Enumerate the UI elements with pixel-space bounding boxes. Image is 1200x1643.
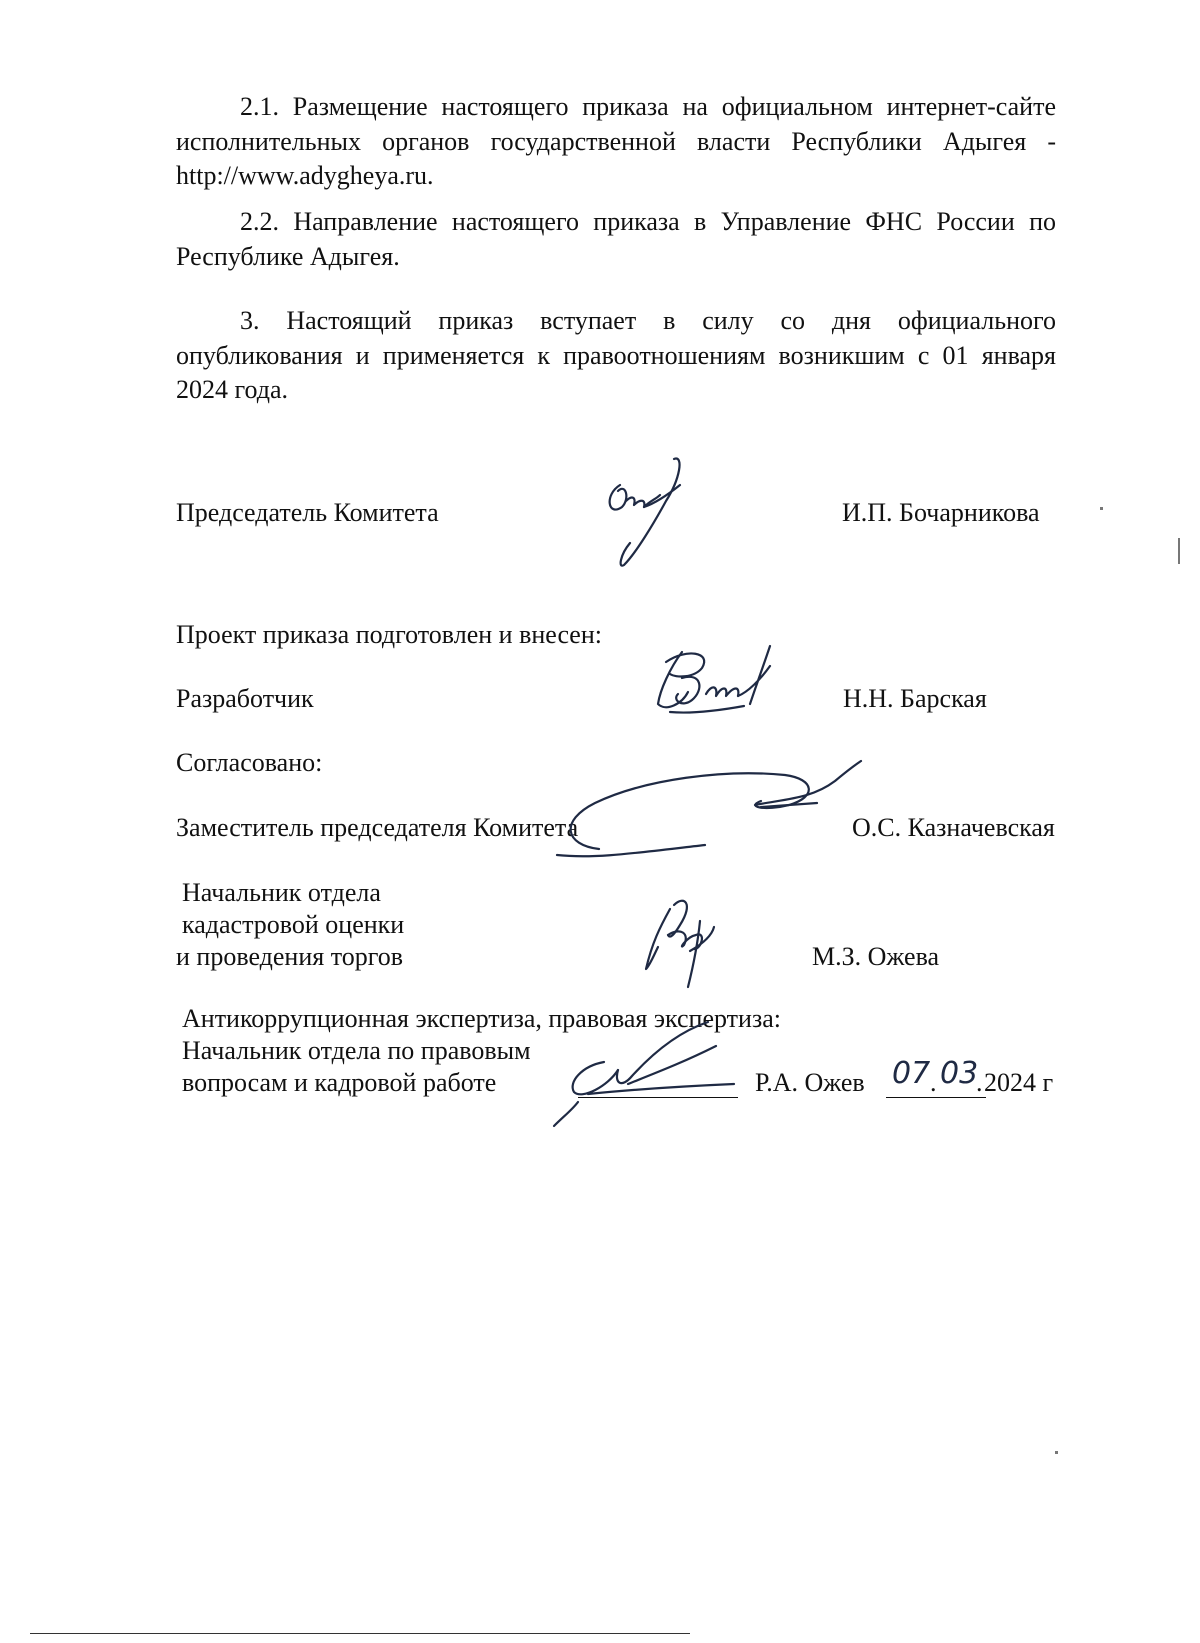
dept-head-line-1: Начальник отдела — [182, 878, 381, 907]
expertise-heading: Антикоррупционная экспертиза, правовая экспертиза: — [182, 1004, 781, 1033]
chairman-position: Председатель Комитета — [176, 498, 439, 527]
developer-role: Разработчик — [176, 684, 314, 713]
developer-signature — [652, 638, 802, 718]
expertise-name: Р.А. Ожев — [755, 1068, 865, 1097]
developer-name: Н.Н. Барская — [843, 684, 987, 713]
paragraph-2-2: 2.2. Направление настоящего приказа в Управление ФНС России по Республике Адыгея. — [176, 207, 1056, 271]
date-dot-2: . — [976, 1068, 983, 1097]
deputy-name: О.С. Казначевская — [852, 813, 1055, 842]
scan-mark — [1178, 538, 1180, 564]
deputy-position: Заместитель председателя Комитета — [176, 813, 579, 842]
project-heading: Проект приказа подготовлен и внесен: — [176, 620, 602, 649]
date-month: 03 — [940, 1056, 979, 1091]
dept-head-name: М.З. Ожева — [812, 942, 940, 971]
date-fill-line — [886, 1097, 986, 1098]
deputy-signature — [555, 755, 865, 875]
expertise-position-line-1: Начальник отдела по правовым — [182, 1036, 531, 1065]
date-dot-1: . — [930, 1068, 937, 1097]
scan-dot — [1100, 507, 1103, 510]
expertise-position-line-2: вопросам и кадровой работе — [182, 1068, 497, 1097]
bottom-scan-line — [30, 1633, 690, 1634]
paragraph-3: 3. Настоящий приказ вступает в силу со дня официального опубликования и применяется к правоотношениям возникшим с 01 января 2024 года. — [176, 306, 1056, 404]
scan-dot — [1055, 1451, 1058, 1454]
dept-head-line-3: и проведения торгов — [176, 942, 404, 971]
chairman-signature — [600, 455, 710, 575]
paragraph-2-1: 2.1. Размещение настоящего приказа на официальном интернет-сайте исполнительных органов государственной власти Республики Адыгея - http://www.adygheya.ru. — [176, 92, 1056, 190]
dept-head-signature — [640, 895, 740, 995]
chairman-name: И.П. Бочарникова — [842, 498, 1040, 527]
expertise-signature — [548, 1022, 738, 1127]
dept-head-line-2: кадастровой оценки — [182, 910, 405, 939]
date-year: 2024 г — [984, 1068, 1054, 1097]
agreed-heading: Согласовано: — [176, 748, 323, 777]
date-day: 07 — [892, 1056, 931, 1091]
